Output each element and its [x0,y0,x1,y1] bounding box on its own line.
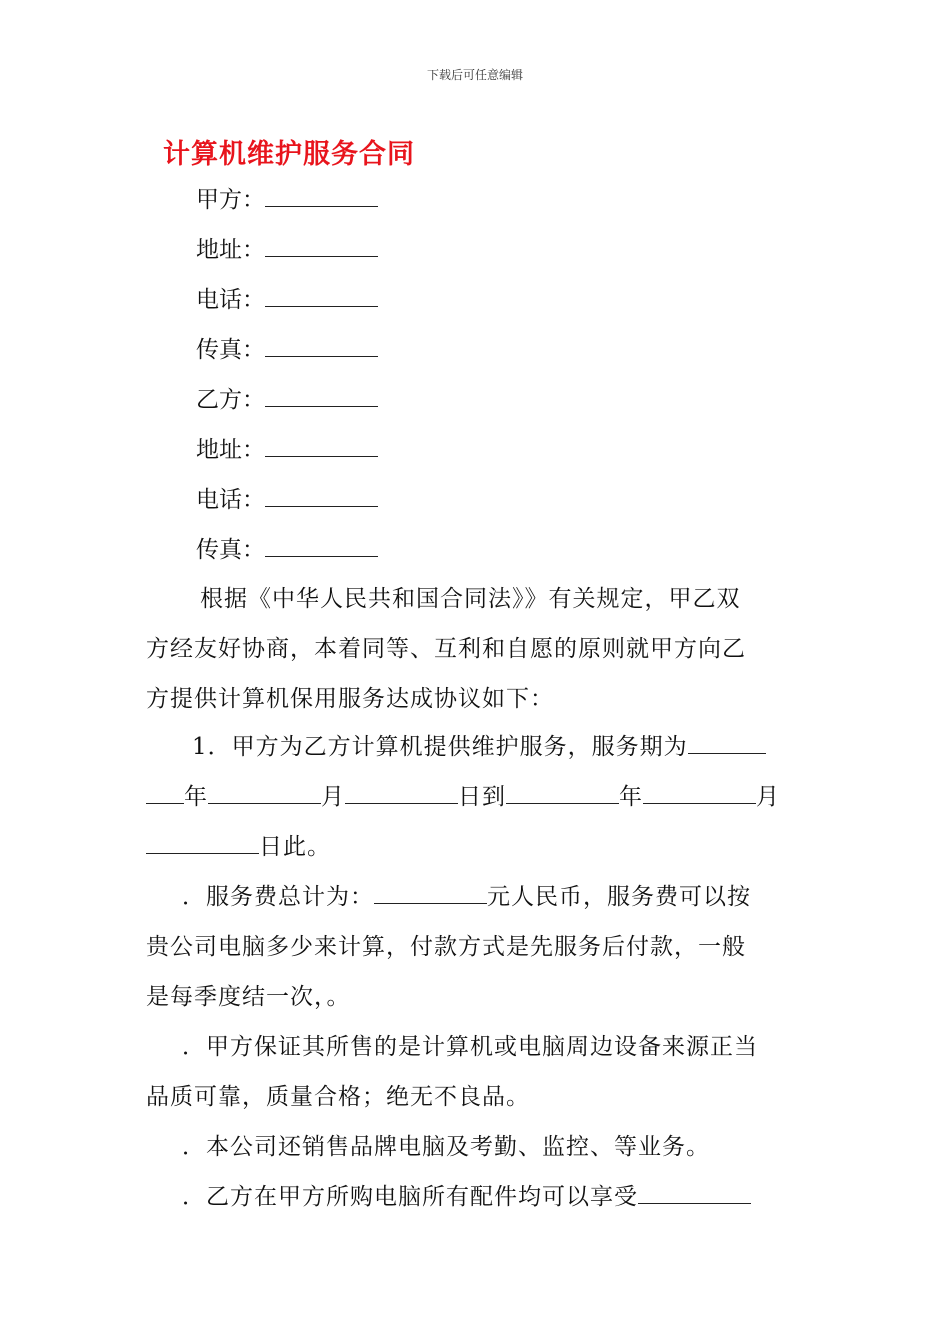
intro-line-3: 方提供计算机保用服务达成协议如下： [146,686,554,712]
clause-1-start-year-blank-b [146,781,184,804]
party-a-phone-blank [265,284,378,307]
clause-1-end-month-blank [643,781,756,804]
clause-1-month-2: 月 [756,784,780,810]
party-b-phone-label: 电话： [196,487,265,513]
clause-1-end: 日此。 [259,834,331,860]
party-b-phone-blank [265,484,378,507]
clause-4 [146,1122,808,1172]
clause-1-start-year-blank-a [688,731,766,754]
party-b-address-label: 地址： [196,437,265,463]
clause-1-end-day-blank [146,831,259,854]
clause-1-end-year-blank [506,781,619,804]
party-a-address-label: 地址： [196,237,265,263]
clause-2-prefix: ．服务费总计为： [182,884,374,910]
party-a-fax-blank [265,334,378,357]
party-a-phone-label: 电话： [196,287,265,313]
clause-1-line-3 [146,822,808,872]
party-b-fax-blank [265,534,378,557]
party-a-name-blank [265,184,378,207]
clause-2-amount-blank [374,881,487,904]
party-a-phone-row [196,284,378,316]
clause-3-line-1: ．甲方保证其所售的是计算机或电脑周边设备来源正当 [182,1034,758,1060]
clause-1-start-month-blank [208,781,321,804]
party-b-name-row [196,384,378,416]
clause-1-month-1: 月 [321,784,345,810]
clause-1-start-day-blank [345,781,458,804]
clause-2-line-3: 是每季度结一次，。 [146,984,351,1010]
clause-3-line-2: 品质可靠，质量合格；绝无不良品。 [146,1084,530,1110]
intro-line-1: 根据《中华人民共和国合同法》》有关规定，甲乙双 [200,586,741,612]
party-b-address-row [196,434,378,466]
header-note: 下载后可任意编辑 [426,68,523,82]
clause-5 [146,1172,808,1222]
clause-1-day-to: 日到 [458,784,506,810]
clause-2-line-2: 贵公司电脑多少来计算，付款方式是先服务后付款，一般 [146,934,746,960]
clause-1 [146,722,808,872]
clause-1-year-1: 年 [184,784,208,810]
clause-1-line-2 [146,772,808,822]
party-b-fax-label: 传真： [196,537,265,563]
clause-5-text: ．乙方在甲方所购电脑所有配件均可以享受 [182,1184,638,1210]
clause-2 [146,872,808,1022]
intro-line-2: 方经友好协商，本着同等、互利和自愿的原则就甲方向乙 [146,636,746,662]
clause-5-blank [638,1181,751,1204]
party-b-name-blank [265,384,378,407]
clause-5-line-1 [146,1172,808,1222]
clause-2-line-1 [146,872,808,922]
party-a-fax-label: 传真： [196,337,265,363]
party-a-name-label: 甲方： [196,187,265,213]
party-a-address-row [196,234,378,266]
party-b-fax-row [196,534,378,566]
party-b-phone-row [196,484,378,516]
party-b-name-label: 乙方： [196,387,265,413]
intro-paragraph [146,574,808,724]
document-title: 计算机维护服务合同 [163,139,415,170]
party-b-address-blank [265,434,378,457]
party-a-name-row [196,184,378,216]
clause-3 [146,1022,808,1122]
clause-2-suffix: 元人民币，服务费可以按 [487,884,751,910]
clause-4-line-1: ．本公司还销售品牌电脑及考勤、监控、等业务。 [182,1134,710,1160]
party-a-address-blank [265,234,378,257]
clause-1-year-2: 年 [619,784,643,810]
clause-1-line-1 [146,722,808,772]
clause-1-prefix: 1．甲方为乙方计算机提供维护服务，服务期为 [192,734,688,760]
party-a-fax-row [196,334,378,366]
